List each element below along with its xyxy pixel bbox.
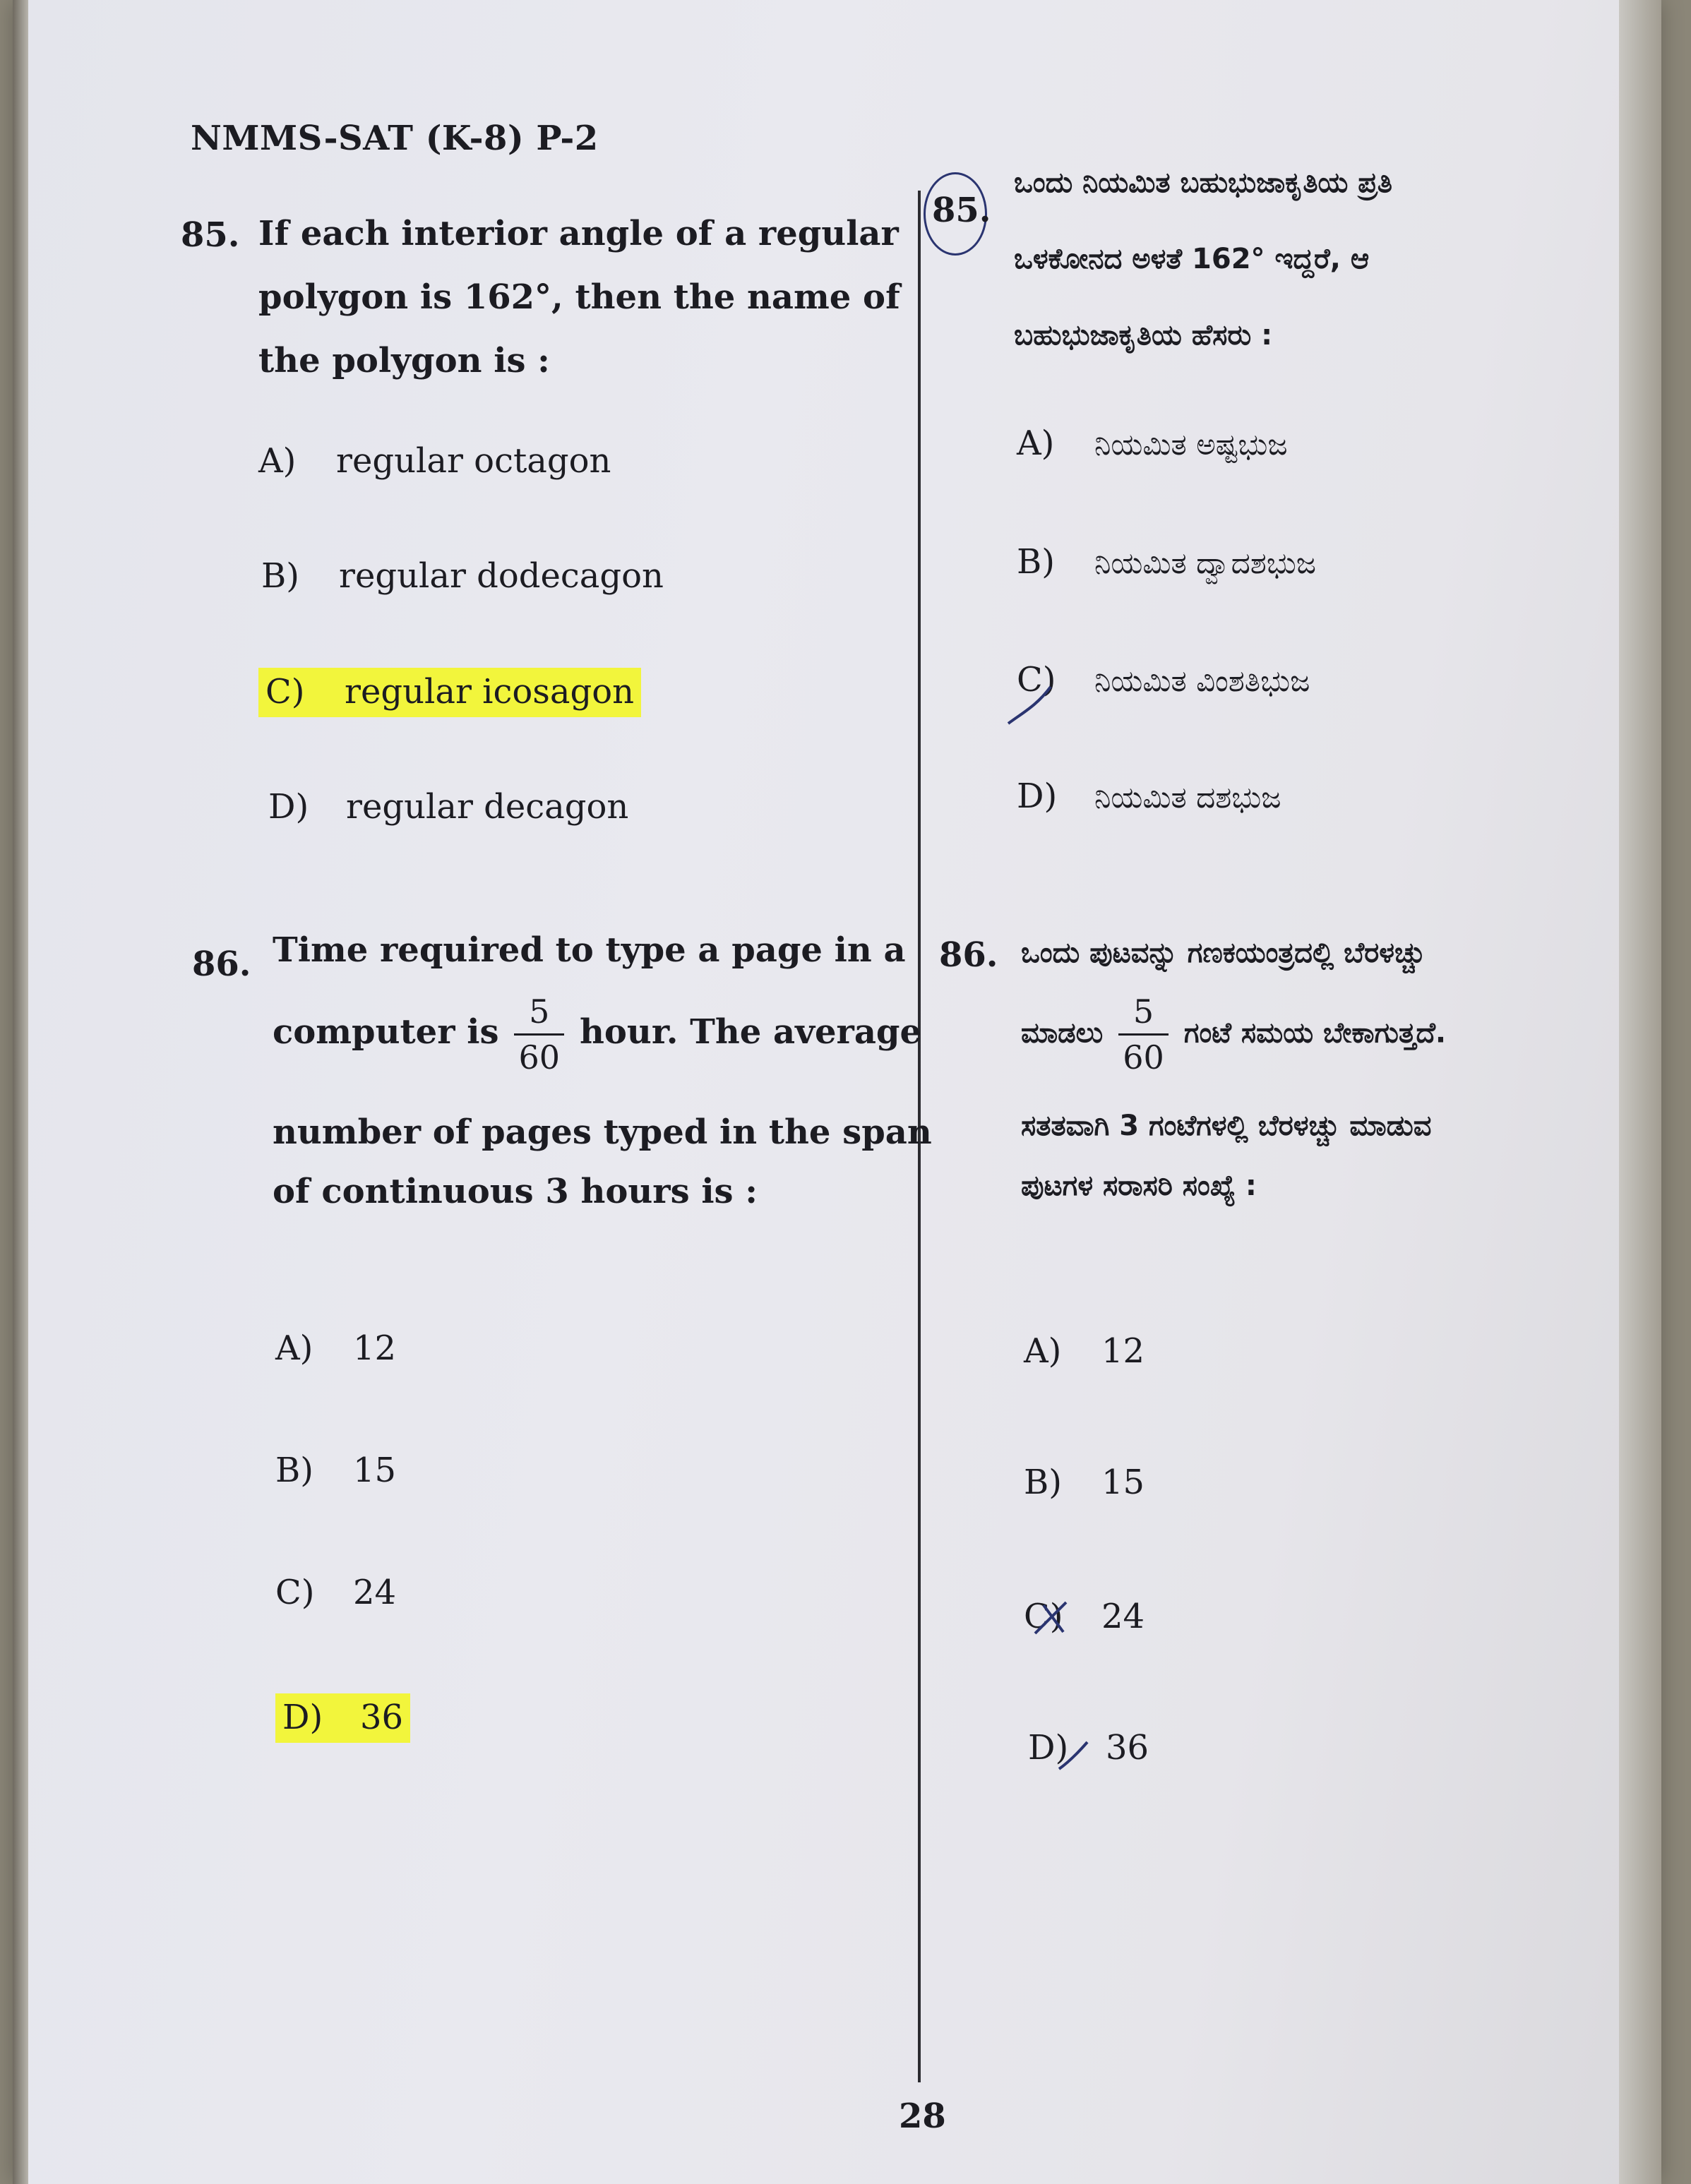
q86-option-d-highlighted[interactable]: [282, 1698, 410, 1737]
question-86-stem-line: of continuous 3 hours is :: [273, 1172, 758, 1211]
highlighter-mark: [275, 1693, 410, 1743]
option-text: 12: [353, 1328, 397, 1368]
page-left-edge: [13, 0, 28, 2184]
q86-option-c[interactable]: [275, 1573, 396, 1612]
kannada-q86-option-a[interactable]: [1024, 1331, 1145, 1371]
question-86-stem-line: Time required to type a page in a: [273, 930, 906, 970]
option-label: A): [1017, 424, 1055, 463]
kannada-question-85-stem: [1014, 145, 1392, 373]
q86-option-a[interactable]: [275, 1328, 396, 1368]
option-label: B): [275, 1451, 313, 1490]
question-85-stem-line: If each interior angle of a regular: [258, 214, 899, 253]
stacked-pages-edge: [1619, 0, 1661, 2184]
exam-header: NMMS-SAT (K-8) P-2: [191, 119, 599, 158]
option-text: regular icosagon: [345, 672, 635, 712]
option-text: 12: [1101, 1331, 1145, 1371]
q85-option-b[interactable]: [261, 556, 664, 596]
option-text: 15: [353, 1451, 397, 1490]
kannada-stem-line: ಒಂದು ನಿಯಮಿತ ಬಹುಭುಜಾಕೃತಿಯ ಪ್ರತಿ: [1014, 167, 1392, 199]
option-text: 15: [1101, 1463, 1145, 1502]
option-text: regular octagon: [336, 441, 611, 481]
stem-text: ಮಾಡಲು: [1021, 1016, 1104, 1050]
question-86-stem: [273, 930, 932, 1220]
kannada-q85-option-d[interactable]: [1017, 776, 1281, 816]
question-85-stem-line: polygon is 162°, then the name of: [258, 277, 900, 317]
option-label: C): [1017, 660, 1056, 700]
option-label: D): [1017, 776, 1058, 816]
pen-tick-mark: [1005, 681, 1054, 731]
question-86-stem-line: number of pages typed in the span: [273, 1112, 932, 1152]
kannada-q85-option-b[interactable]: [1017, 542, 1316, 582]
option-text: ನಿಯಮಿತ ದ್ವಾದಶಭುಜ: [1094, 546, 1316, 580]
fraction-bar: [1118, 1033, 1169, 1036]
kannada-stem-line: ಬಹುಭುಜಾಕೃತಿಯ ಹೆಸರು :: [1014, 319, 1273, 352]
highlighter-mark: [258, 668, 641, 717]
option-text: regular dodecagon: [339, 556, 664, 596]
page-number: 28: [899, 2096, 946, 2136]
q85-option-d[interactable]: [268, 787, 628, 827]
kannada-stem-line: ಒಳಕೋನದ ಅಳತೆ 162° ಇದ್ದರೆ, ಆ: [1014, 243, 1370, 275]
stem-text: computer is: [273, 1012, 499, 1052]
question-86-stem-line-with-fraction: [273, 992, 932, 1101]
option-label: B): [1024, 1463, 1062, 1502]
option-text: regular decagon: [346, 787, 629, 827]
exam-page: [13, 0, 1661, 2184]
q85-option-c-highlighted[interactable]: [265, 672, 641, 712]
fraction-bar: [514, 1033, 564, 1036]
pen-tick-mark: [1056, 1738, 1092, 1773]
option-label: D): [282, 1698, 323, 1737]
kannada-stem-line-with-fraction: [1021, 992, 1447, 1094]
kannada-question-86-number: 86.: [939, 935, 998, 975]
option-label: C): [1024, 1597, 1063, 1636]
fraction: [1118, 992, 1169, 1076]
fraction-denominator: 60: [518, 1038, 561, 1076]
option-text: 36: [360, 1698, 404, 1737]
option-label: D): [268, 787, 309, 827]
kannada-stem-line: ಸತತವಾಗಿ 3 ಗಂಟೆಗಳಲ್ಲಿ ಬೆರಳಚ್ಚು ಮಾಡುವ: [1021, 1110, 1432, 1142]
kannada-stem-line: ಒಂದು ಪುಟವನ್ನು ಗಣಕಯಂತ್ರದಲ್ಲಿ ಬೆರಳಚ್ಚು: [1021, 937, 1426, 969]
option-text: ನಿಯಮಿತ ಅಷ್ಟಭುಜ: [1094, 427, 1288, 462]
fraction-denominator: 60: [1123, 1038, 1164, 1076]
option-label: A): [1024, 1331, 1062, 1371]
option-label: C): [265, 672, 305, 712]
kannada-q85-option-c[interactable]: [1017, 660, 1310, 700]
kannada-q86-option-b[interactable]: [1024, 1463, 1145, 1502]
pen-strike-mark: [1029, 1597, 1072, 1639]
option-label: A): [258, 441, 297, 481]
option-text: 24: [353, 1573, 397, 1612]
question-86-number: 86.: [192, 944, 251, 984]
option-text: 36: [1106, 1728, 1149, 1768]
q85-option-a[interactable]: [258, 441, 611, 481]
stem-text: ಗಂಟೆ ಸಮಯ ಬೇಕಾಗುತ್ತದೆ.: [1183, 1016, 1447, 1050]
option-label: B): [261, 556, 299, 596]
question-85-number: 85.: [181, 215, 240, 255]
fraction: [514, 992, 564, 1076]
option-label: B): [1017, 542, 1055, 582]
kannada-stem-line: ಪುಟಗಳ ಸರಾಸರಿ ಸಂಖ್ಯೆ :: [1021, 1170, 1257, 1202]
option-text: ನಿಯಮಿತ ವಿಂಶತಿಭುಜ: [1094, 664, 1310, 698]
kannada-question-85-number: 85.: [932, 191, 991, 230]
option-text: 24: [1101, 1597, 1145, 1636]
fraction-numerator: 5: [1133, 992, 1154, 1031]
option-label: C): [275, 1573, 315, 1612]
option-label: A): [275, 1328, 313, 1368]
stem-text: hour. The average: [580, 1012, 922, 1052]
option-text: ನಿಯಮಿತ ದಶಭುಜ: [1094, 780, 1281, 815]
kannada-question-86-stem: [1021, 918, 1446, 1214]
kannada-q85-option-a[interactable]: [1017, 424, 1288, 463]
q86-option-b[interactable]: [275, 1451, 396, 1490]
question-85-stem: [258, 202, 900, 392]
option-label: D): [1028, 1728, 1069, 1768]
fraction-numerator: 5: [529, 992, 550, 1031]
question-85-stem-line: the polygon is :: [258, 341, 550, 380]
